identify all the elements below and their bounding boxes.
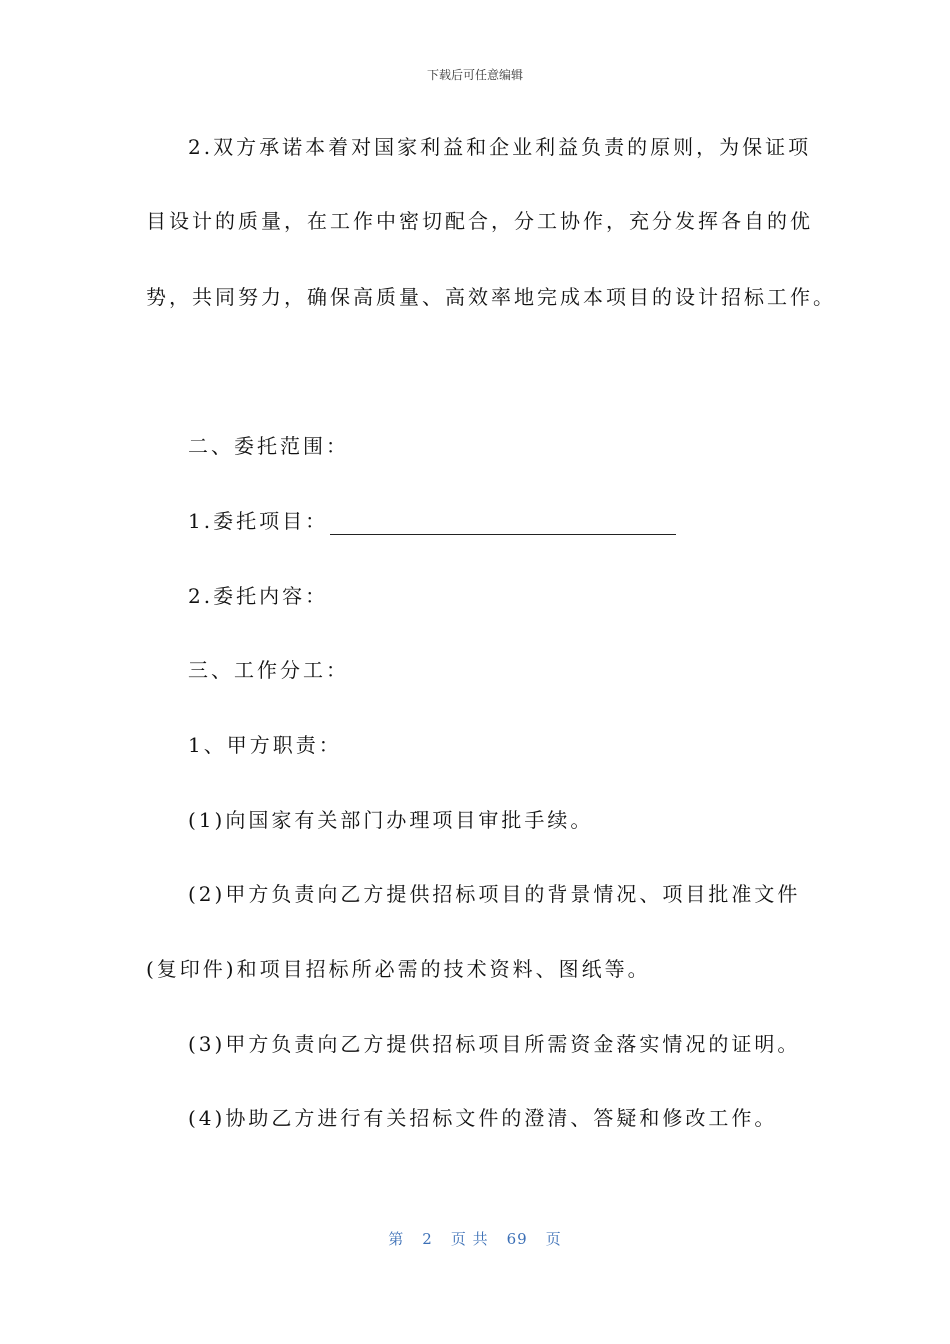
entrust-project-label: 1.委托项目： [188,509,329,533]
footer-suffix: 页 [545,1230,562,1248]
footer-middle: 页 共 [450,1230,489,1248]
footer-page-number: 2 [422,1230,433,1248]
duty-item: (4)协助乙方进行有关招标文件的澄清、答疑和修改工作。 [188,1106,778,1130]
paragraph-line: 2.双方承诺本着对国家利益和企业利益负责的原则，为保证项 [188,135,812,159]
party-a-duty-title: 1、甲方职责： [188,733,342,757]
section-title: 三、工作分工： [188,658,349,682]
duty-item: (3)甲方负责向乙方提供招标项目所需资金落实情况的证明。 [188,1032,801,1056]
duty-item: (2)甲方负责向乙方提供招标项目的背景情况、项目批准文件 [188,882,801,906]
footer-total-pages: 69 [506,1230,528,1248]
entrust-project-line [188,507,676,535]
page-footer [0,1228,950,1249]
paragraph-line: 势，共同努力，确保高质量、高效率地完成本项目的设计招标工作。 [146,285,836,309]
entrust-project-blank [330,514,676,535]
page-header: 下载后可任意编辑 [426,68,523,82]
duty-item: (1)向国家有关部门办理项目审批手续。 [188,808,594,832]
duty-item-continued: (复印件)和项目招标所必需的技术资料、图纸等。 [146,957,651,981]
section-title: 二、委托范围： [188,434,349,458]
entrust-content-label: 2.委托内容： [188,584,329,608]
footer-prefix: 第 [388,1230,405,1248]
paragraph-line: 目设计的质量，在工作中密切配合，分工协作，充分发挥各自的优 [146,209,813,233]
